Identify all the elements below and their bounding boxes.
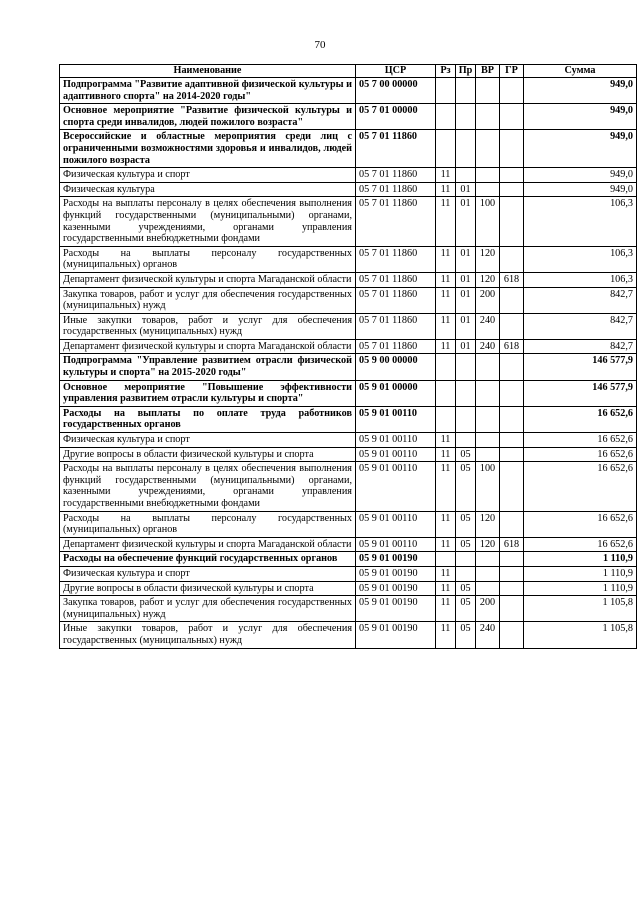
cell-sum: 16 652,6 xyxy=(524,537,637,552)
cell-pr: 05 xyxy=(456,511,476,537)
cell-sum: 106,3 xyxy=(524,272,637,287)
cell-pr xyxy=(456,130,476,168)
cell-vr xyxy=(476,552,500,567)
cell-pr xyxy=(456,433,476,448)
cell-name: Физическая культура и спорт xyxy=(60,168,356,183)
header-vr: ВР xyxy=(476,65,500,78)
cell-rz: 11 xyxy=(436,339,456,354)
header-csr: ЦСР xyxy=(356,65,436,78)
cell-rz: 11 xyxy=(436,313,456,339)
cell-sum: 16 652,6 xyxy=(524,406,637,432)
table-row xyxy=(60,78,637,104)
cell-pr: 05 xyxy=(456,447,476,462)
cell-csr: 05 7 01 00000 xyxy=(356,104,436,130)
cell-rz xyxy=(436,78,456,104)
cell-gr xyxy=(500,433,524,448)
table-row xyxy=(60,272,637,287)
cell-name: Основное мероприятие "Развитие физической культуры и спорта среди инвалидов, людей пожилого возраста" xyxy=(60,104,356,130)
cell-csr: 05 9 01 00190 xyxy=(356,552,436,567)
cell-pr: 01 xyxy=(456,197,476,246)
cell-name: Всероссийские и областные мероприятия среди лиц с ограниченными возможностями здоровья и инвалидов, людей пожилого возраста xyxy=(60,130,356,168)
cell-gr xyxy=(500,168,524,183)
cell-sum: 1 105,8 xyxy=(524,622,637,648)
cell-pr: 05 xyxy=(456,622,476,648)
cell-rz xyxy=(436,104,456,130)
header-row xyxy=(60,65,637,78)
table-row xyxy=(60,380,637,406)
cell-csr: 05 7 01 11860 xyxy=(356,272,436,287)
cell-csr: 05 7 01 11860 xyxy=(356,339,436,354)
cell-rz xyxy=(436,552,456,567)
cell-rz: 11 xyxy=(436,596,456,622)
cell-csr: 05 9 01 00110 xyxy=(356,433,436,448)
cell-rz: 11 xyxy=(436,182,456,197)
cell-vr: 240 xyxy=(476,339,500,354)
cell-sum: 949,0 xyxy=(524,78,637,104)
cell-rz xyxy=(436,354,456,380)
cell-pr xyxy=(456,354,476,380)
cell-pr: 01 xyxy=(456,182,476,197)
header-sum: Сумма xyxy=(524,65,637,78)
cell-pr: 01 xyxy=(456,313,476,339)
cell-name: Физическая культура и спорт xyxy=(60,433,356,448)
cell-rz: 11 xyxy=(436,511,456,537)
cell-csr: 05 7 01 11860 xyxy=(356,287,436,313)
table-row xyxy=(60,596,637,622)
cell-sum: 1 110,9 xyxy=(524,581,637,596)
cell-pr: 01 xyxy=(456,272,476,287)
cell-pr: 01 xyxy=(456,339,476,354)
cell-csr: 05 9 00 00000 xyxy=(356,354,436,380)
cell-gr xyxy=(500,182,524,197)
cell-name: Подпрограмма "Управление развитием отрасли физической культуры и спорта" на 2015-2020 годы" xyxy=(60,354,356,380)
cell-pr xyxy=(456,380,476,406)
cell-csr: 05 9 01 00190 xyxy=(356,622,436,648)
budget-table xyxy=(59,64,637,649)
cell-vr xyxy=(476,447,500,462)
cell-sum: 1 110,9 xyxy=(524,552,637,567)
cell-sum: 106,3 xyxy=(524,197,637,246)
cell-name: Расходы на выплаты по оплате труда работников государственных органов xyxy=(60,406,356,432)
cell-pr: 05 xyxy=(456,596,476,622)
table-row xyxy=(60,339,637,354)
header-name: Наименование xyxy=(60,65,356,78)
cell-rz xyxy=(436,406,456,432)
cell-vr: 120 xyxy=(476,272,500,287)
cell-name: Расходы на выплаты персоналу в целях обеспечения выполнения функций государственными (муниципальными) органами, казенными учреждениями, органами управления государственными внебюджетными фондами xyxy=(60,462,356,511)
cell-sum: 16 652,6 xyxy=(524,462,637,511)
cell-sum: 1 105,8 xyxy=(524,596,637,622)
cell-name: Закупка товаров, работ и услуг для обеспечения государственных (муниципальных) нужд xyxy=(60,596,356,622)
cell-pr xyxy=(456,78,476,104)
cell-gr xyxy=(500,511,524,537)
cell-rz xyxy=(436,380,456,406)
cell-sum: 949,0 xyxy=(524,168,637,183)
cell-pr xyxy=(456,168,476,183)
header-pr: Пр xyxy=(456,65,476,78)
cell-vr: 120 xyxy=(476,246,500,272)
cell-vr: 240 xyxy=(476,313,500,339)
table-row xyxy=(60,406,637,432)
cell-gr xyxy=(500,354,524,380)
cell-csr: 05 9 01 00190 xyxy=(356,581,436,596)
cell-gr: 618 xyxy=(500,537,524,552)
cell-pr xyxy=(456,104,476,130)
cell-vr xyxy=(476,433,500,448)
cell-rz: 11 xyxy=(436,537,456,552)
cell-pr: 05 xyxy=(456,581,476,596)
cell-csr: 05 7 00 00000 xyxy=(356,78,436,104)
cell-csr: 05 9 01 00190 xyxy=(356,566,436,581)
cell-vr xyxy=(476,581,500,596)
table-row xyxy=(60,511,637,537)
cell-name: Иные закупки товаров, работ и услуг для обеспечения государственных (муниципальных) нужд xyxy=(60,313,356,339)
cell-vr: 200 xyxy=(476,596,500,622)
table-row xyxy=(60,182,637,197)
cell-gr xyxy=(500,130,524,168)
cell-csr: 05 7 01 11860 xyxy=(356,313,436,339)
cell-name: Расходы на выплаты персоналу в целях обеспечения выполнения функций государственными (муниципальными) органами, казенными учреждениями, органами управления государственными внебюджетными фондами xyxy=(60,197,356,246)
cell-gr xyxy=(500,566,524,581)
cell-name: Подпрограмма "Развитие адаптивной физической культуры и адаптивного спорта" на 2014-2020 годы" xyxy=(60,78,356,104)
cell-vr xyxy=(476,566,500,581)
table-row xyxy=(60,552,637,567)
cell-csr: 05 9 01 00000 xyxy=(356,380,436,406)
cell-vr xyxy=(476,168,500,183)
cell-pr: 05 xyxy=(456,462,476,511)
cell-csr: 05 7 01 11860 xyxy=(356,246,436,272)
cell-rz: 11 xyxy=(436,246,456,272)
cell-gr xyxy=(500,313,524,339)
cell-gr xyxy=(500,246,524,272)
cell-vr xyxy=(476,182,500,197)
table-row xyxy=(60,566,637,581)
cell-vr xyxy=(476,104,500,130)
cell-rz: 11 xyxy=(436,447,456,462)
table-row xyxy=(60,130,637,168)
cell-sum: 949,0 xyxy=(524,182,637,197)
table-row xyxy=(60,287,637,313)
cell-rz: 11 xyxy=(436,433,456,448)
cell-pr: 01 xyxy=(456,287,476,313)
cell-gr xyxy=(500,380,524,406)
cell-gr xyxy=(500,552,524,567)
cell-name: Департамент физической культуры и спорта Магаданской области xyxy=(60,272,356,287)
table-row xyxy=(60,354,637,380)
cell-rz: 11 xyxy=(436,566,456,581)
cell-sum: 842,7 xyxy=(524,339,637,354)
cell-name: Другие вопросы в области физической культуры и спорта xyxy=(60,447,356,462)
cell-sum: 16 652,6 xyxy=(524,447,637,462)
cell-pr: 01 xyxy=(456,246,476,272)
cell-gr xyxy=(500,581,524,596)
cell-rz: 11 xyxy=(436,197,456,246)
cell-sum: 16 652,6 xyxy=(524,433,637,448)
cell-csr: 05 7 01 11860 xyxy=(356,168,436,183)
cell-csr: 05 7 01 11860 xyxy=(356,182,436,197)
table-row xyxy=(60,168,637,183)
cell-sum: 842,7 xyxy=(524,313,637,339)
cell-name: Физическая культура xyxy=(60,182,356,197)
table-body xyxy=(60,78,637,649)
header-gr: ГР xyxy=(500,65,524,78)
cell-name: Основное мероприятие "Повышение эффективности управления развитием отрасли культуры и спорта" xyxy=(60,380,356,406)
cell-name: Другие вопросы в области физической культуры и спорта xyxy=(60,581,356,596)
cell-name: Расходы на обеспечение функций государственных органов xyxy=(60,552,356,567)
cell-gr xyxy=(500,197,524,246)
table-row xyxy=(60,447,637,462)
cell-name: Департамент физической культуры и спорта Магаданской области xyxy=(60,537,356,552)
cell-gr xyxy=(500,462,524,511)
cell-sum: 949,0 xyxy=(524,104,637,130)
cell-gr: 618 xyxy=(500,272,524,287)
cell-sum: 16 652,6 xyxy=(524,511,637,537)
cell-name: Департамент физической культуры и спорта Магаданской области xyxy=(60,339,356,354)
cell-vr xyxy=(476,354,500,380)
cell-rz: 11 xyxy=(436,581,456,596)
table-row xyxy=(60,622,637,648)
cell-csr: 05 9 01 00110 xyxy=(356,462,436,511)
cell-csr: 05 9 01 00110 xyxy=(356,511,436,537)
page-number: 70 xyxy=(314,39,326,51)
cell-csr: 05 9 01 00110 xyxy=(356,406,436,432)
cell-pr xyxy=(456,406,476,432)
cell-sum: 1 110,9 xyxy=(524,566,637,581)
cell-sum: 842,7 xyxy=(524,287,637,313)
cell-rz: 11 xyxy=(436,168,456,183)
cell-csr: 05 7 01 11860 xyxy=(356,130,436,168)
cell-csr: 05 9 01 00110 xyxy=(356,447,436,462)
cell-gr xyxy=(500,78,524,104)
table-header xyxy=(60,65,637,78)
table-row xyxy=(60,581,637,596)
cell-pr xyxy=(456,566,476,581)
cell-name: Расходы на выплаты персоналу государственных (муниципальных) органов xyxy=(60,511,356,537)
cell-name: Физическая культура и спорт xyxy=(60,566,356,581)
cell-rz xyxy=(436,130,456,168)
cell-rz: 11 xyxy=(436,287,456,313)
cell-name: Закупка товаров, работ и услуг для обеспечения государственных (муниципальных) нужд xyxy=(60,287,356,313)
cell-pr xyxy=(456,552,476,567)
table-row xyxy=(60,462,637,511)
table-row xyxy=(60,313,637,339)
cell-sum: 106,3 xyxy=(524,246,637,272)
cell-vr: 200 xyxy=(476,287,500,313)
cell-vr: 100 xyxy=(476,462,500,511)
cell-gr xyxy=(500,287,524,313)
table-row xyxy=(60,246,637,272)
cell-gr xyxy=(500,406,524,432)
cell-gr xyxy=(500,447,524,462)
header-rz: Рз xyxy=(436,65,456,78)
cell-vr xyxy=(476,406,500,432)
cell-vr: 120 xyxy=(476,537,500,552)
cell-vr xyxy=(476,380,500,406)
cell-name: Расходы на выплаты персоналу государственных (муниципальных) органов xyxy=(60,246,356,272)
cell-gr xyxy=(500,622,524,648)
cell-vr xyxy=(476,130,500,168)
cell-pr: 05 xyxy=(456,537,476,552)
cell-name: Иные закупки товаров, работ и услуг для обеспечения государственных (муниципальных) нужд xyxy=(60,622,356,648)
cell-rz: 11 xyxy=(436,622,456,648)
cell-sum: 146 577,9 xyxy=(524,354,637,380)
cell-vr: 100 xyxy=(476,197,500,246)
cell-sum: 146 577,9 xyxy=(524,380,637,406)
cell-sum: 949,0 xyxy=(524,130,637,168)
table-row xyxy=(60,537,637,552)
cell-rz: 11 xyxy=(436,272,456,287)
cell-rz: 11 xyxy=(436,462,456,511)
cell-gr: 618 xyxy=(500,339,524,354)
cell-vr: 240 xyxy=(476,622,500,648)
table-row xyxy=(60,197,637,246)
table-row xyxy=(60,104,637,130)
table-row xyxy=(60,433,637,448)
cell-vr xyxy=(476,78,500,104)
cell-csr: 05 7 01 11860 xyxy=(356,197,436,246)
cell-csr: 05 9 01 00190 xyxy=(356,596,436,622)
cell-vr: 120 xyxy=(476,511,500,537)
cell-gr xyxy=(500,104,524,130)
cell-gr xyxy=(500,596,524,622)
cell-csr: 05 9 01 00110 xyxy=(356,537,436,552)
